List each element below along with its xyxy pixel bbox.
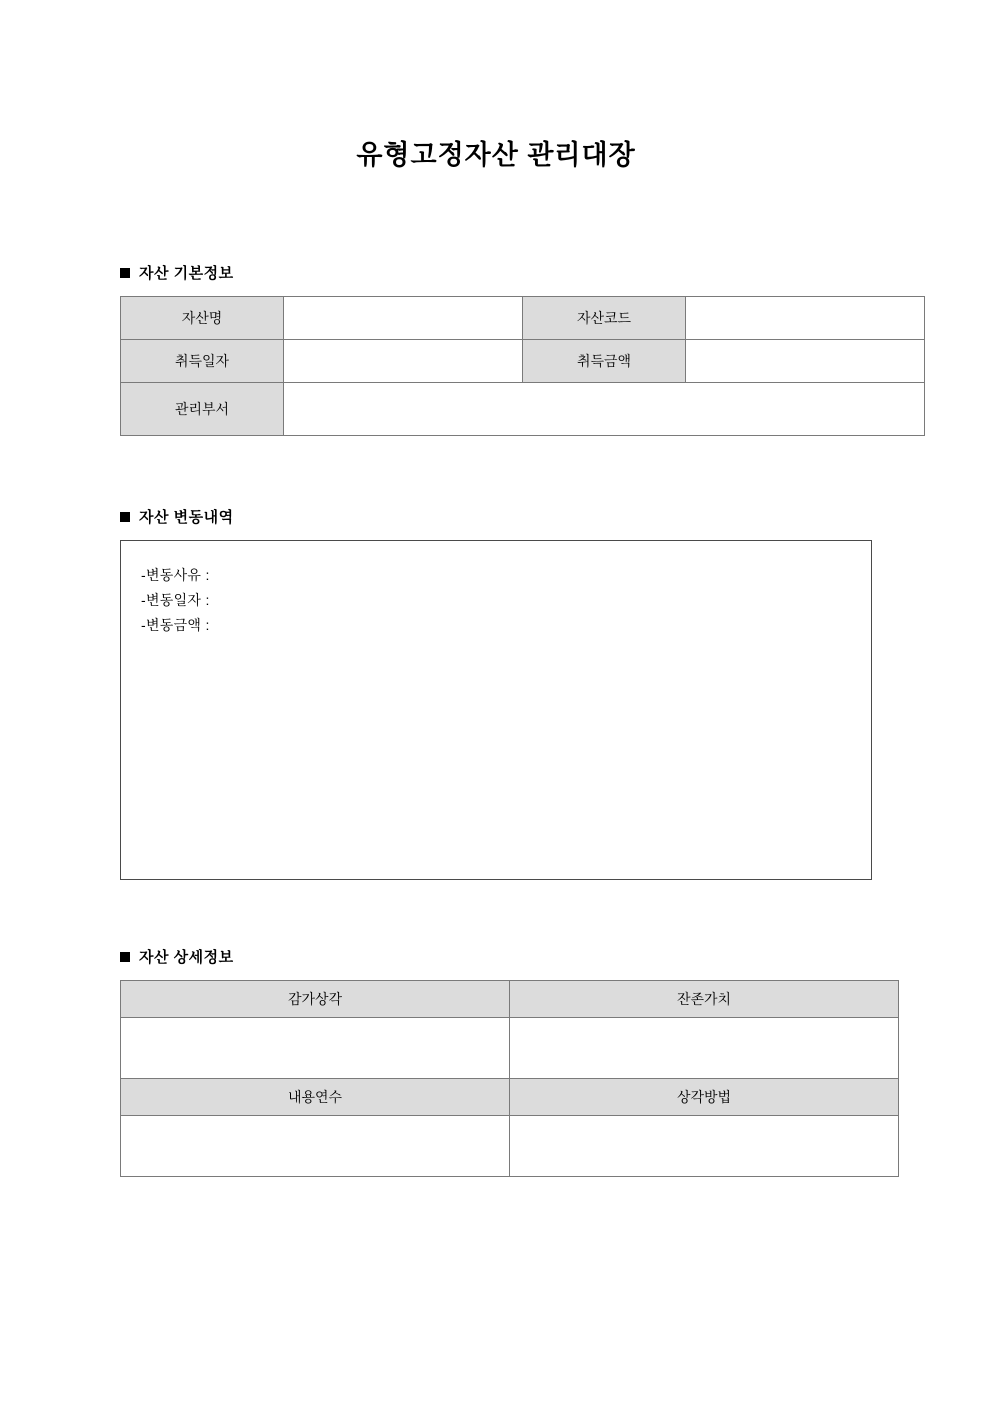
section-heading-label: 자산 기본정보 [139,265,234,282]
field-acquisition-date[interactable] [284,340,523,383]
table-row [121,981,899,1018]
header-useful-life: 내용연수 [121,1079,510,1116]
memo-line-change-amount: -변동금액 : [141,617,210,633]
table-row [121,1018,899,1079]
field-residual-value[interactable] [510,1018,899,1079]
basic-info-table [120,296,925,436]
section-asset-change-history [120,506,872,880]
field-depreciation-method[interactable] [510,1116,899,1177]
section-asset-detail-info [120,946,872,1177]
change-history-memo-box[interactable] [120,540,872,880]
header-depreciation: 감가상각 [121,981,510,1018]
table-row [121,383,925,436]
label-asset-name: 자산명 [121,297,284,340]
section-heading-label: 자산 상세정보 [139,949,234,966]
header-residual-value: 잔존가치 [510,981,899,1018]
section-heading-label: 자산 변동내역 [139,509,234,526]
table-row [121,297,925,340]
section-heading-change [120,506,872,527]
section-asset-basic-info [120,262,872,436]
bullet-square-icon [120,268,130,278]
bullet-square-icon [120,512,130,522]
label-acquisition-amount: 취득금액 [523,340,686,383]
field-managing-department[interactable] [284,383,925,436]
field-asset-code[interactable] [686,297,925,340]
detail-info-table [120,980,899,1177]
field-depreciation[interactable] [121,1018,510,1079]
page-title: 유형고정자산 관리대장 [356,140,636,170]
table-row [121,1079,899,1116]
field-useful-life[interactable] [121,1116,510,1177]
section-heading-basic [120,262,872,283]
memo-line-change-date: -변동일자 : [141,592,210,608]
table-row [121,340,925,383]
label-managing-department: 관리부서 [121,383,284,436]
memo-line-change-reason: -변동사유 : [141,567,210,583]
label-acquisition-date: 취득일자 [121,340,284,383]
label-asset-code: 자산코드 [523,297,686,340]
section-heading-detail [120,946,872,967]
field-asset-name[interactable] [284,297,523,340]
table-row [121,1116,899,1177]
field-acquisition-amount[interactable] [686,340,925,383]
header-depreciation-method: 상각방법 [510,1079,899,1116]
bullet-square-icon [120,952,130,962]
